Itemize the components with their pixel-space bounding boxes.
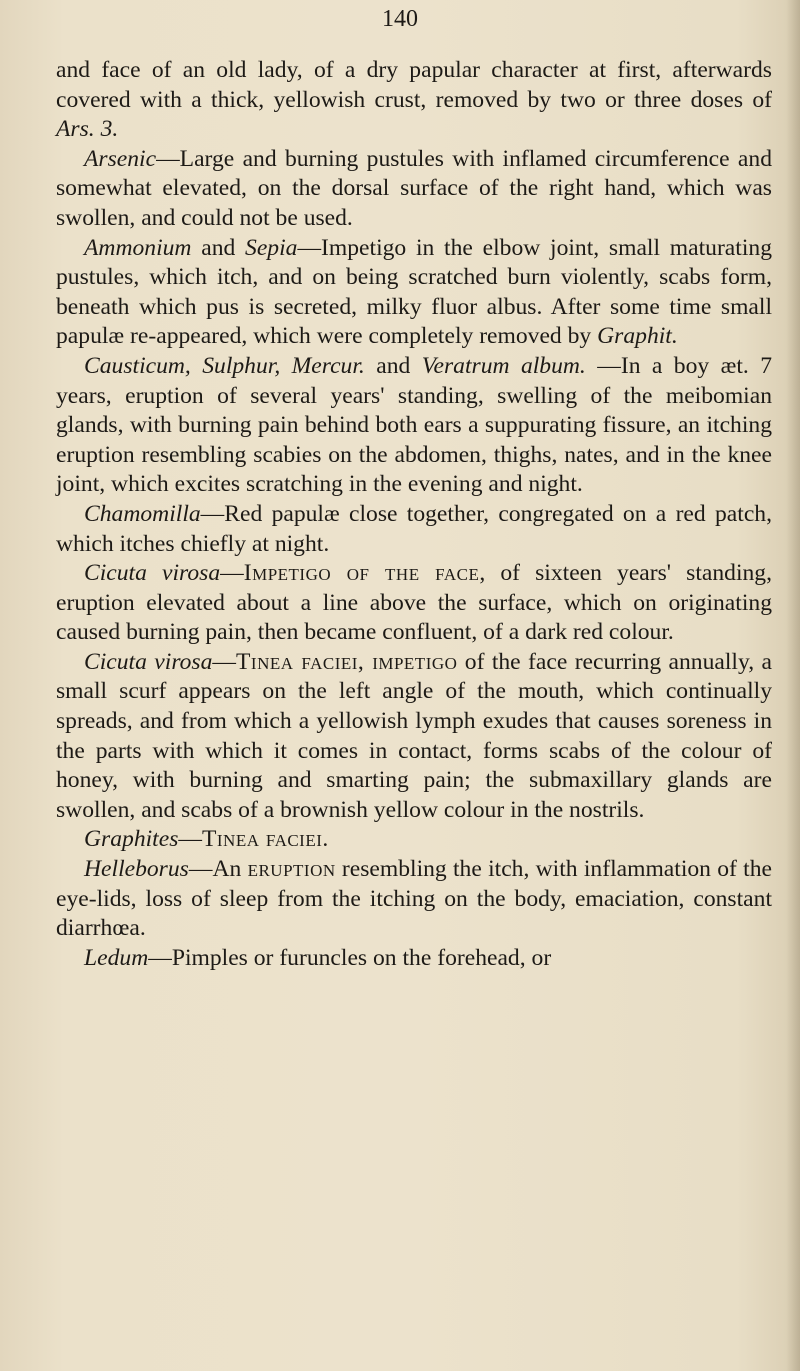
paragraph-text: resembling the itch, with inflammation of the eye-lids, loss of sleep from the itching on the body, emaciation, constant diarrhœa. (56, 856, 773, 942)
paragraph (56, 500, 772, 559)
paragraph (56, 648, 772, 826)
paragraph-text: —Pimples or furuncles on the forehead, or (148, 944, 552, 971)
paragraph-text: and face of an old lady, of a dry papular character at first, afterwards covered with a thick, yellowish crust, removed by two or three doses of (56, 57, 772, 113)
remedy-name: Chamomilla (84, 500, 201, 527)
paragraph-text: —Red papulæ close together, congregated on a red patch, which itches chiefly at night. (56, 500, 772, 557)
remedy-name: Ammonium (84, 234, 192, 261)
remedy-name: Causticum, Sulphur, Mercur. (84, 352, 365, 379)
page-edge-shadow (786, 0, 800, 1371)
paragraph-text: —An (188, 856, 248, 883)
paragraph (56, 56, 772, 145)
paragraph (56, 234, 772, 352)
paragraph-text: and (364, 352, 422, 379)
paragraph-text: , of sixteen years' standing, eruption elevated about a line above the surface, which on originating caused burning pain, then became confluent, of a dark red colour. (56, 560, 773, 646)
paragraph-text: — (178, 826, 202, 853)
paragraph-text: — (212, 648, 236, 675)
condition-heading: Tinea faciei, impetigo (236, 648, 458, 675)
body-text (56, 56, 772, 973)
remedy-name: Graphit. (597, 323, 678, 350)
paragraph (56, 559, 772, 648)
remedy-name: Graphites (84, 826, 179, 853)
remedy-name: Veratrum album. (421, 352, 586, 379)
paragraph-text: — (220, 560, 244, 587)
paragraph (56, 855, 772, 944)
condition-heading: Tinea faciei. (201, 826, 329, 853)
remedy-name: Cicuta virosa (84, 560, 221, 587)
paragraph (56, 944, 772, 974)
remedy-name: Ledum (84, 944, 149, 971)
remedy-name: Helleborus (84, 856, 189, 883)
remedy-name: Cicuta virosa (84, 648, 213, 675)
condition-heading: Impetigo of the face (243, 560, 480, 587)
remedy-name: Sepia (245, 234, 298, 261)
remedy-name: Arsenic (84, 145, 157, 172)
page-number: 140 (382, 6, 418, 32)
paragraph (56, 352, 772, 500)
paragraph-text: and (191, 234, 246, 261)
paragraph (56, 145, 772, 234)
paragraph-text: —In a boy æt. 7 years, eruption of several years' standing, swelling of the meibomian glands, with burning pain behind both ears a suppurating fissure, an itching eruption resembling scabies on the abdomen, thighs, nates, and in the knee joint, which excites scratching in the evening and night. (56, 352, 772, 498)
remedy-name: Ars. 3. (56, 116, 119, 143)
paragraph (56, 825, 772, 855)
paragraph-text: —Impetigo in the elbow joint, small maturating pustules, which itch, and on being scratched burn violently, scabs form, beneath which pus is secreted, milky fluor albus. After some time small papulæ re-appeared, which were completely removed by (56, 234, 772, 350)
paragraph-text: —Large and burning pustules with inflamed circumference and somewhat elevated, on the dorsal surface of the right hand, which was swollen, and could not be used. (56, 145, 772, 231)
paragraph-text: of the face recurring annually, a small scurf appears on the left angle of the mouth, which continually spreads, and from which a yellowish lymph exudes that causes soreness in the parts with which it comes in contact, forms scabs of the colour of honey, with burning and smarting pain; the submaxillary glands are swollen, and scabs of a brownish yellow colour in the nostrils. (56, 648, 772, 823)
condition-heading: eruption (247, 856, 336, 883)
